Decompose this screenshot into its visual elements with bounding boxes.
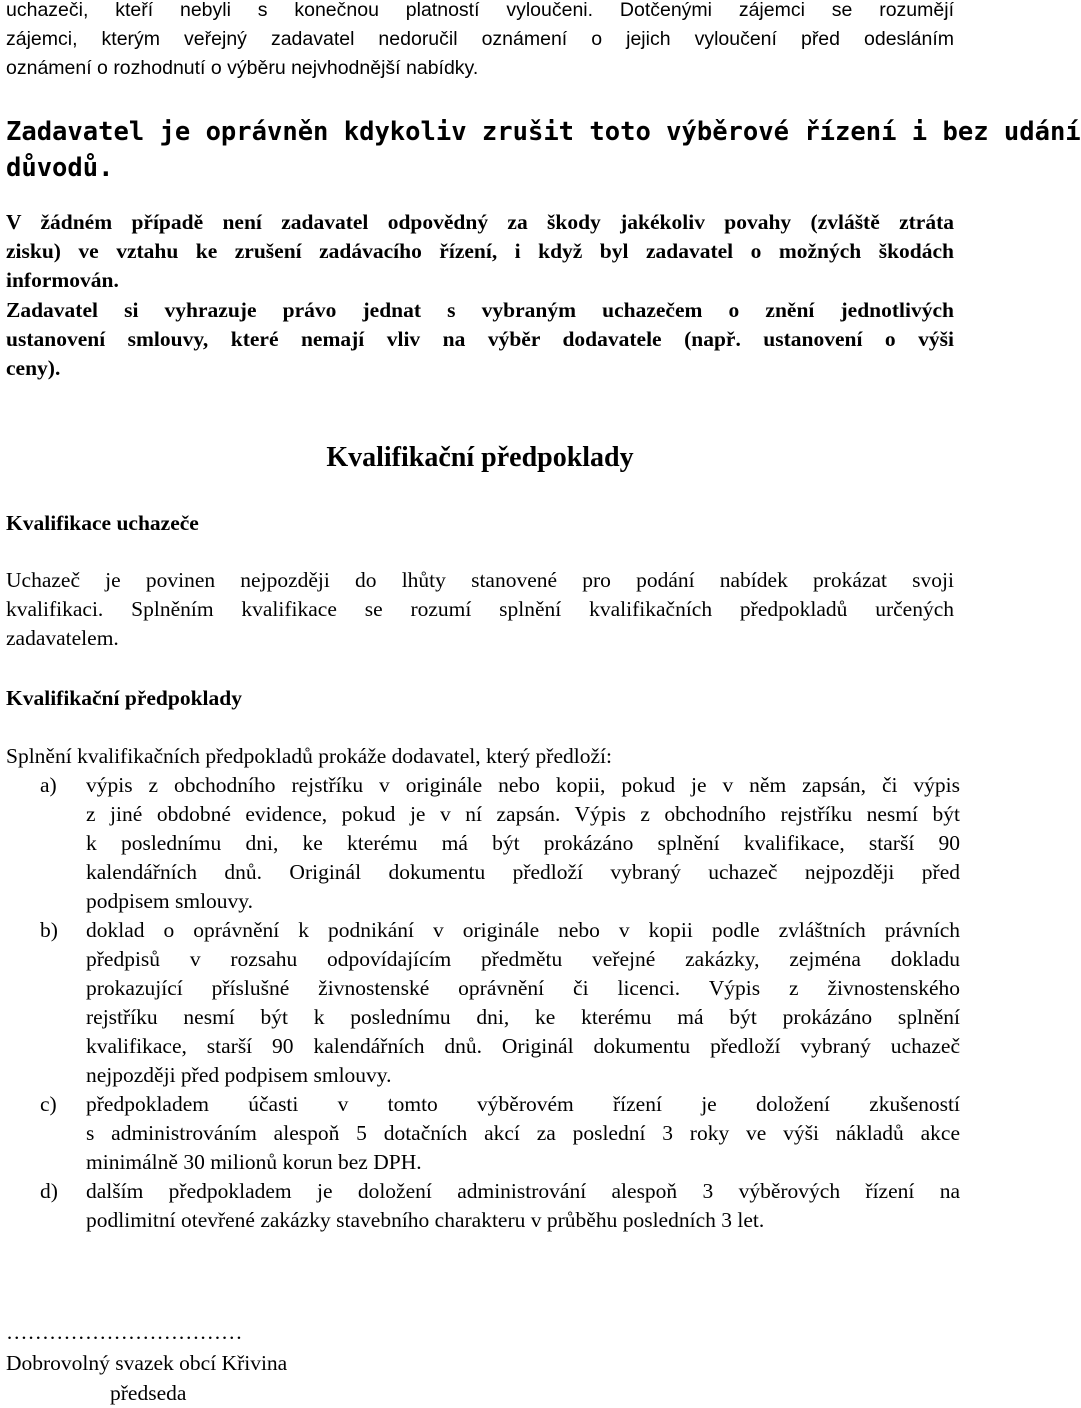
text-line: předpisů v rozsahu odpovídajícím předmětu veřejné zakázky, zejména dokladu xyxy=(86,947,960,971)
text-line: k poslednímu dni, ke kterému má být prokázáno splnění kvalifikace, starší 90 xyxy=(86,831,960,855)
text-line: zisku) ve vztahu ke zrušení zadávacího řízení, i když byl zadavatel o možných škodách xyxy=(6,239,954,263)
text-line: Zadavatel je oprávněn kdykoliv zrušit toto výběrové řízení i bez udání xyxy=(6,117,1081,147)
text-line: Zadavatel si vyhrazuje právo jednat s vybraným uchazečem o znění jednotlivých xyxy=(6,298,954,322)
negotiation-paragraph xyxy=(6,296,954,383)
text-line: kalendářních dnů. Originál dokumentu předloží vybraný uchazeč nejpozději před xyxy=(86,860,960,884)
text-line: důvodů. xyxy=(6,153,114,183)
text-line: rejstříku nesmí být k poslednímu dni, ke kterému má být prokázáno splnění xyxy=(86,1005,960,1029)
text-line: nejpozději před podpisem smlouvy. xyxy=(86,1063,392,1087)
text-line: doklad o oprávnění k podnikání v originále nebo v kopii podle zvláštních právních xyxy=(86,918,960,942)
liability-paragraph xyxy=(6,208,954,295)
list-item-body xyxy=(86,916,960,1090)
text-line: V žádném případě není zadavatel odpovědný za škody jakékoliv povahy (zvláště ztráta xyxy=(6,210,954,234)
text-line: zadavatelem. xyxy=(6,626,119,650)
list-marker: d) xyxy=(40,1179,58,1203)
text-line: podpisem smlouvy. xyxy=(86,889,254,913)
text-line: podlimitní otevřené zakázky stavebního charakteru v průběhu posledních 3 let. xyxy=(86,1208,765,1232)
intro-paragraph xyxy=(6,0,954,83)
text-line: ustanovení smlouvy, které nemají vliv na výběr dodavatele (např. ustanovení o výši xyxy=(6,327,954,351)
text-line: s administrováním alespoň 5 dotačních akcí za poslední 3 roky ve výši nákladů akce xyxy=(86,1121,960,1145)
text-line: zájemci, kterým veřejný zadavatel nedoručil oznámení o jejich vyloučení před odesláním xyxy=(6,28,954,50)
text-line: výpis z obchodního rejstříku v originále nebo kopii, pokud je v něm zapsán, či výpis xyxy=(86,773,960,797)
text-line: z jiné obdobné evidence, pokud je v ní zapsán. Výpis z obchodního rejstříku nesmí být xyxy=(86,802,960,826)
qualification-heading: Kvalifikace uchazeče xyxy=(6,511,199,535)
list-marker: a) xyxy=(40,773,57,797)
list-item-body xyxy=(86,1177,960,1235)
text-line: dalším předpokladem je doložení administrování alespoň 3 výběrových řízení na xyxy=(86,1179,960,1203)
text-line: předpokladem účasti v tomto výběrovém řízení je doložení zkušeností xyxy=(86,1092,960,1116)
text-line: oznámení o rozhodnutí o výběru nejvhodnější nabídky. xyxy=(6,57,479,79)
list-marker: b) xyxy=(40,918,58,942)
list-item-body xyxy=(86,771,960,916)
list-item-body xyxy=(86,1090,960,1177)
signature-line: …………………………… xyxy=(6,1320,243,1344)
qualification-paragraph xyxy=(6,566,954,653)
prerequisites-intro: Splnění kvalifikačních předpokladů prokáže dodavatel, který předloží: xyxy=(6,744,612,768)
prerequisites-heading: Kvalifikační předpoklady xyxy=(6,686,242,710)
text-line: prokazující příslušné živnostenské oprávnění či licenci. Výpis z živnostenského xyxy=(86,976,960,1000)
text-line: uchazeči, kteří nebyli s konečnou platností vyloučeni. Dotčenými zájemci se rozumějí xyxy=(6,0,954,21)
list-marker: c) xyxy=(40,1092,57,1116)
text-line: Uchazeč je povinen nejpozději do lhůty stanovené pro podání nabídek prokázat svoji xyxy=(6,568,954,592)
warning-paragraph xyxy=(6,114,1081,186)
text-line: minimálně 30 milionů korun bez DPH. xyxy=(86,1150,422,1174)
section-title: Kvalifikační předpoklady xyxy=(326,442,634,473)
text-line: ceny). xyxy=(6,356,61,380)
text-line: informován. xyxy=(6,268,119,292)
text-line: kvalifikace, starší 90 kalendářních dnů. Originál dokumentu předloží vybraný uchazeč xyxy=(86,1034,960,1058)
text-line: kvalifikaci. Splněním kvalifikace se rozumí splnění kvalifikačních předpokladů určených xyxy=(6,597,954,621)
signatory-role: předseda xyxy=(110,1381,187,1405)
signatory-organization: Dobrovolný svazek obcí Křivina xyxy=(6,1351,288,1375)
